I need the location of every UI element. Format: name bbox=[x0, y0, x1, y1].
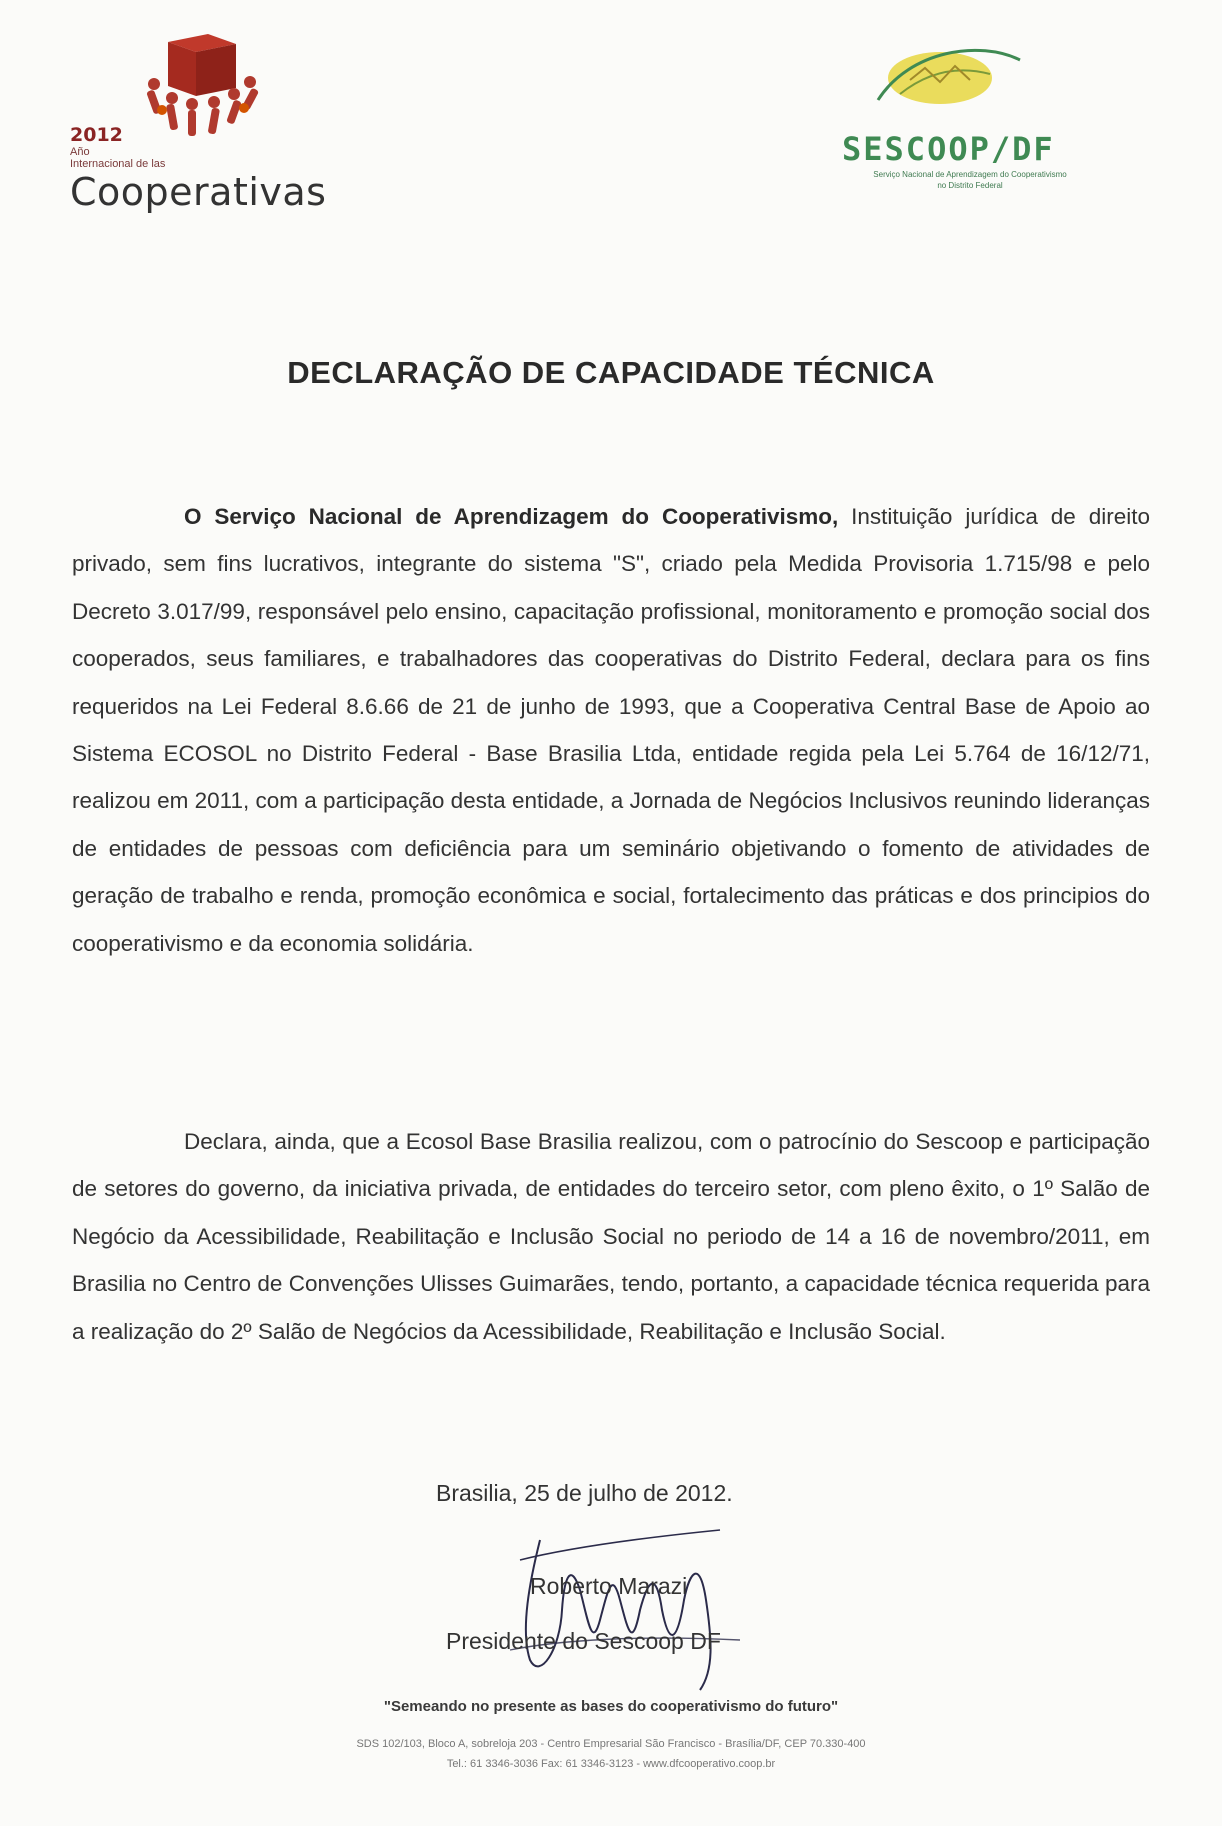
document-title: DECLARAÇÃO DE CAPACIDADE TÉCNICA bbox=[287, 355, 935, 390]
footer-address: SDS 102/103, Bloco A, sobreloja 203 - Centro Empresarial São Francisco - Brasília/DF, CEP 70.330-400 bbox=[356, 1738, 866, 1750]
footer-contacts: Tel.: 61 3346-3036 Fax: 61 3346-3123 - www.dfcooperativo.coop.br bbox=[446, 1758, 776, 1770]
signer-role: Presidente do Sescoop DF bbox=[446, 1628, 721, 1654]
logo-name: Cooperativas bbox=[70, 170, 327, 214]
logo-year: 2012 bbox=[70, 124, 123, 146]
signer-name: Roberto Marazi bbox=[530, 1573, 688, 1599]
cooperativas-2012-logo bbox=[68, 30, 328, 220]
sescoop-line2: no Distrito Federal bbox=[937, 181, 1003, 190]
signature-icon bbox=[500, 1500, 760, 1700]
paragraph-1-text: Instituição jurídica de direito privado, sem fins lucrativos, integrante do sistema "S", criado pela Medida Provisoria 1.715/98 e pelo Decreto 3.017/99, responsável pelo ensino, capacitação profissional, monitoramento e promoção social dos cooperados, seus familiares, e trabalhadores das cooperativas do Distrito Federal, declara para os fins requeridos na Lei Federal 8.6.66 de 21 de junho de 1993, que a Cooperativa Central Base de Apoio ao Sistema ECOSOL no Distrito Federal - Base Brasilia Ltda, entidade regida pela Lei 5.764 de 16/12/71, realizou em 2011, com a participação desta entidade, a Jornada de Negócios Inclusivos reunindo lideranças de entidades de pessoas com deficiência para um seminário objetivando o fomento de atividades de geração de trabalho e renda, promoção econômica e social, fortalecimento das práticas e dos principios do cooperativismo e da economia solidária. bbox=[72, 504, 1150, 956]
institution-name: O Serviço Nacional de Aprendizagem do Cooperativismo, bbox=[184, 504, 839, 529]
sescoop-line1: Serviço Nacional de Aprendizagem do Cooperativismo bbox=[873, 170, 1067, 179]
paragraph-2-text: Declara, ainda, que a Ecosol Base Brasilia realizou, com o patrocínio do Sescoop e participação de setores do governo, da iniciativa privada, de entidades do terceiro setor, com pleno êxito, o 1º Salão de Negócio da Acessibilidade, Reabilitação e Inclusão Social no periodo de 14 a 16 de novembro/2011, em Brasilia no Centro de Convenções Ulisses Guimarães, tendo, portanto, a capacidade técnica requerida para a realização do 2º Salão de Negócios da Acessibilidade, Reabilitação e Inclusão Social. bbox=[72, 1129, 1150, 1344]
sescoop-emblem-icon bbox=[790, 30, 1150, 130]
logo-line2: Internacional de las bbox=[70, 158, 166, 170]
footer-motto: "Semeando no presente as bases do cooperativismo do futuro" bbox=[383, 1698, 839, 1715]
sescoop-name: SESCOOP/DF bbox=[842, 130, 1055, 168]
paragraph-2 bbox=[72, 1118, 1150, 1355]
logo-line1: Año bbox=[70, 146, 90, 158]
paragraph-1 bbox=[72, 493, 1150, 967]
date-line: Brasilia, 25 de julho de 2012. bbox=[436, 1480, 733, 1506]
sescoop-df-logo bbox=[790, 30, 1150, 210]
